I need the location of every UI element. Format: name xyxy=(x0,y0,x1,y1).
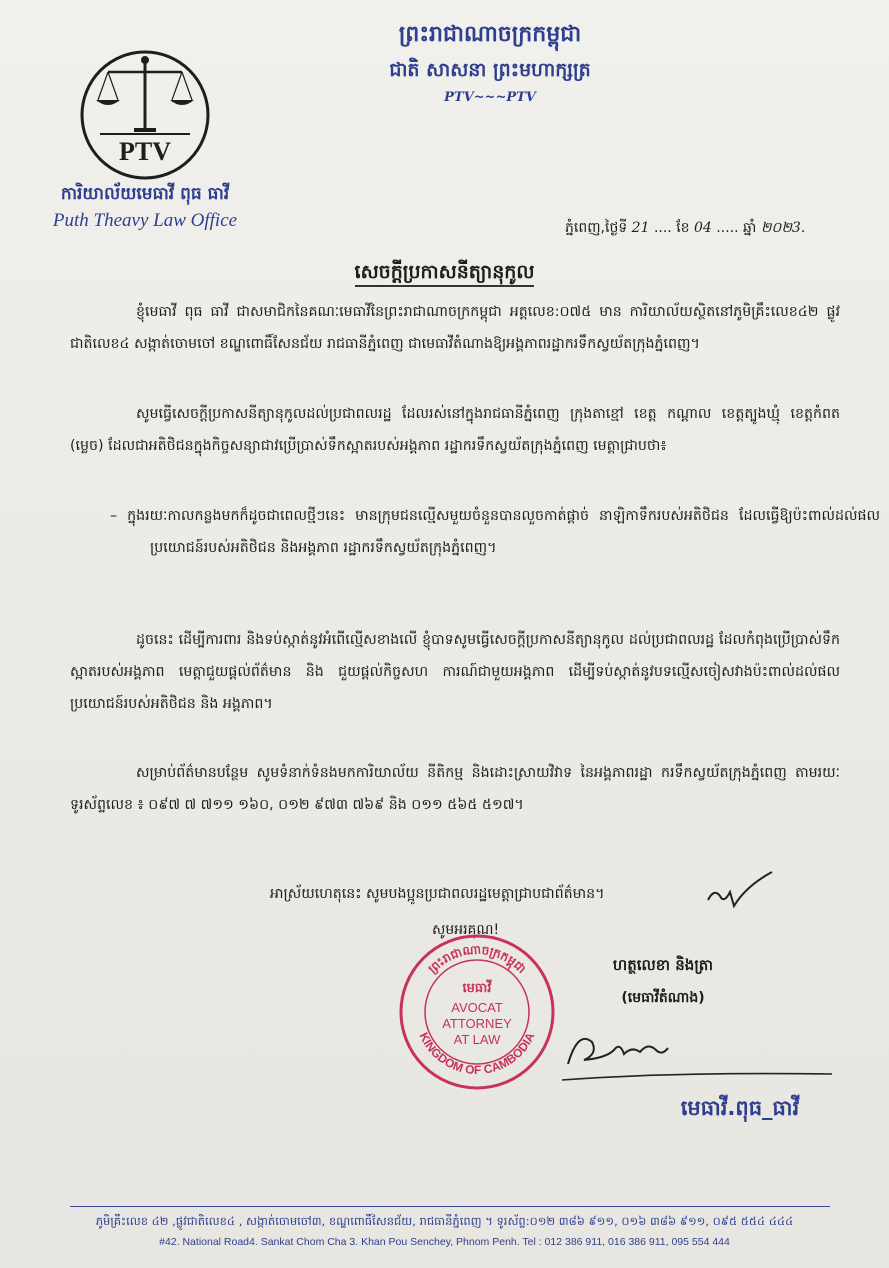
stamp-ring-kh: ព្រះរាជាណាចក្រកម្ពុជា xyxy=(425,942,529,977)
paragraph-3: ដូចនេះ ដើម្បីការពារ និងទប់ស្កាត់នូវអំពើល្មើសខាងលើ ខ្ញុំបាទសូមធ្វើសេចក្តីប្រកាសនីត្យានុកូល ដល់ប្រជាពលរដ្ឋ ដែលកំពុងប្រើប្រាស់ទឹកស្អាតរបស់អង្គភាព មេត្តាជួយផ្តល់ព័ត៌មាន និង ជួយផ្តល់កិច្ចសហ ការណ៍ជាមួយអង្គភាព ដើម្បីទប់ស្កាត់នូវបទល្មើសចៀសវាងប៉ះពាល់ដល់ផលប្រយោជន៍របស់អតិថិជន និង អង្គភាព។ xyxy=(70,632,840,712)
office-name-kh: ការិយាល័យមេធាវី ពុធ ធាវី xyxy=(60,184,230,204)
footer-divider xyxy=(70,1206,830,1207)
date-year-label: ឆ្នាំ xyxy=(743,220,757,236)
footer-address-kh: ភូមិគ្រឹះលេខ ៤២ ,ផ្លូវជាតិលេខ៤ , សង្កាត់ចោមចៅ៣, ខណ្ឌពោធិ៍សែនជ័យ, រាជធានីភ្នំពេញ ។ ទូរស័ព្ទ:០១២ ៣៨៦ ៩១១, ០១៦ ៣៨៦ ៩១១, ០៩៥ ៥៥៤ ៤៤៤ xyxy=(95,1214,794,1228)
date-prefix: ភ្នំពេញ,ថ្ងៃទី xyxy=(565,220,628,236)
stamp-ring-en: KINGDOM OF CAMBODIA xyxy=(416,1030,538,1078)
stamp-center-kh: មេធាវី xyxy=(462,981,492,996)
date-month: 04 xyxy=(694,220,712,236)
document-title: សេចក្តីប្រកាសនីត្យានុកូល xyxy=(0,260,889,288)
office-name-en: Puth Theavy Law Office xyxy=(52,210,238,231)
stamp-line-1: AVOCAT xyxy=(451,1000,503,1015)
date-day: 21 xyxy=(631,220,650,236)
footer-address-en: #42. National Road4. Sankat Chom Cha 3. Khan Pou Senchey, Phnom Penh. Tel : 012 386 911, 016 386 911, 095 554 444 xyxy=(159,1236,730,1248)
paragraph-1: ខ្ញុំមេធាវី ពុធ ធាវី ជាសមាជិកនៃគណៈមេធាវីនៃព្រះរាជាណាចក្រកម្ពុជា អត្តលេខ:០៧៥ មាន ការិយាល័យស្ថិតនៅភូមិគ្រឹះលេខ៤២ ផ្លូវជាតិលេខ៤ សង្កាត់ចោមចៅ ខណ្ឌពោធិ៍សែនជ័យ រាជធានីភ្នំពេញ ជាមេធាវីតំណាងឱ្យអង្គភាពរដ្ឋាករទឹកស្វយ័តក្រុងភ្នំពេញ។ xyxy=(70,304,840,352)
thanks-line: សូមអរគុណ! xyxy=(432,922,500,938)
handwritten-initials xyxy=(700,866,780,916)
bullet-1: – ក្នុងរយៈកាលកន្លងមកក៏ដូចជាពេលថ្មីៗនេះ មានក្រុមជនល្មើសមួយចំនួនបានលួចកាត់ផ្តាច់ នាឡិកាទឹករបស់អតិថិជន ដែលធ្វើឱ្យប៉ះពាល់ដល់ផលប្រយោជន៍របស់អតិថិជន និងអង្គភាព រដ្ឋាករទឹកស្វយ័តក្រុងភ្នំពេញ។ xyxy=(110,508,880,556)
date-year: ២០២3. xyxy=(760,220,806,236)
stamp-line-3: AT LAW xyxy=(453,1032,501,1047)
lawyer-name: មេធាវី.ពុធ_ធាវី xyxy=(680,1096,800,1120)
ptv-divider: PTV~~~PTV xyxy=(444,90,536,105)
closing-line: អាស្រ័យហេតុនេះ សូមបងប្អូនប្រជាពលរដ្ឋមេត្តាជ្រាបជាព័ត៌មាន។ xyxy=(270,886,605,902)
paragraph-4: សម្រាប់ព័ត៌មានបន្ថែម សូមទំនាក់ទំនងមកការិយាល័យ នីតិកម្ម និងដោះស្រាយវិវាទ នៃអង្គភាពរដ្ឋា ករទឹកស្វយ័តក្រុងភ្នំពេញ តាមរយៈទូរស័ព្ទលេខ ៖ ០៩៧ ៧ ៧១១ ១៦០, ០១២ ៩៧៣ ៧៦៩ និង ០១១ ៥៦៥ ៥១៧។ xyxy=(70,765,840,813)
kingdom-heading: ព្រះរាជាណាចក្រកម្ពុជា xyxy=(398,22,582,47)
signature-label: ហត្ថលេខា និងត្រា xyxy=(612,956,714,974)
signature-role: (មេធាវីតំណាង) xyxy=(621,990,705,1006)
paragraph-2: សូមធ្វើសេចក្តីប្រកាសនីត្យានុកូលដល់ប្រជាពលរដ្ឋ ដែលរស់នៅក្នុងរាជធានីភ្នំពេញ ក្រុងតាខ្មៅ ខេត្ត កណ្តាល ខេត្តត្បូងឃ្មុំ ខេត្តកំពត (ម្លេច) ដែលជាអតិថិជនក្នុងកិច្ចសន្យាជាវប្រើប្រាស់ទឹកស្អាតរបស់អង្គភាព រដ្ឋាករទឹកស្វយ័តក្រុងភ្នំពេញ មេត្តាជ្រាបថា៖ xyxy=(70,406,840,454)
logo-letters: PTV xyxy=(119,137,171,166)
handwritten-signature xyxy=(548,1020,838,1090)
date-line: ភ្នំពេញ,ថ្ងៃទី 21 .... ខែ 04 ..... ឆ្នាំ ២០២3. xyxy=(565,220,806,236)
nation-religion-king: ជាតិ សាសនា ព្រះមហាក្សត្រ xyxy=(389,59,591,81)
law-office-logo xyxy=(78,48,212,182)
official-stamp xyxy=(397,932,557,1092)
stamp-line-2: ATTORNEY xyxy=(442,1016,512,1031)
date-month-label: ខែ xyxy=(676,220,690,236)
